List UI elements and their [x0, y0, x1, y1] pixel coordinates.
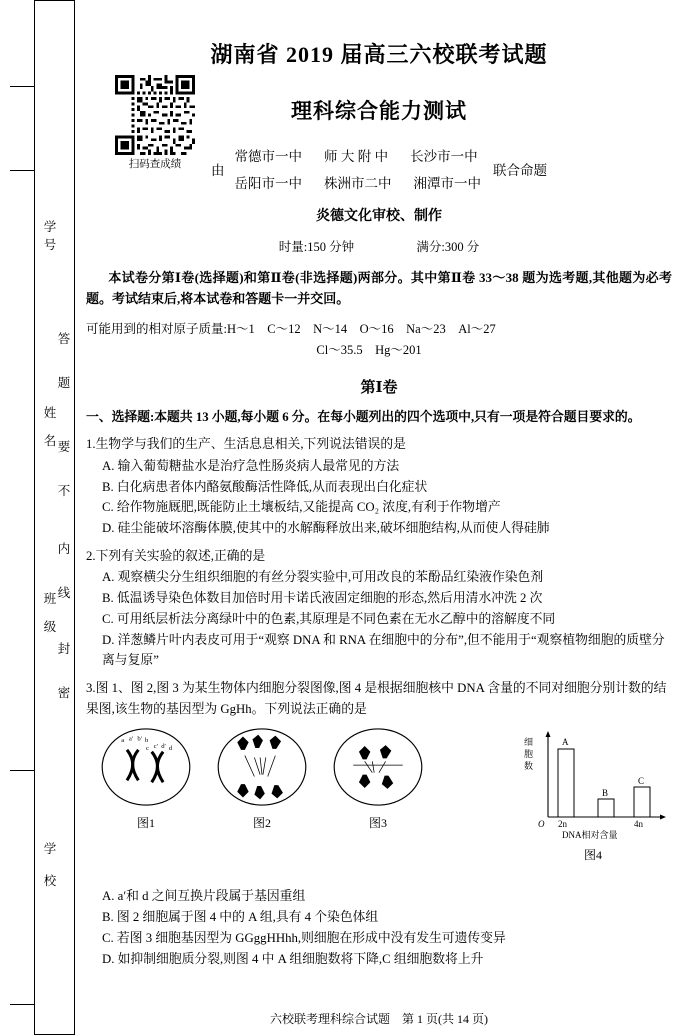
atomic-mass-line-2: Cl～35.5 Hg～201 [316, 343, 422, 358]
option-item: D. 硅尘能破坏溶酶体膜,使其中的水解酶释放出来,破坏细胞结构,从而使人得硅肺 [102, 520, 550, 535]
margin-char-xue: 学 [43, 220, 57, 234]
svg-text:C: C [638, 776, 645, 787]
margin-label-xuexiao [42, 840, 58, 890]
page-footer: 六校联考理科综合试题 第 1 页(共 14 页) [270, 1012, 488, 1026]
option-item: A. 观察横尖分生组织细胞的有丝分裂实验中,可用改良的苯酚品红染液作染色剂 [102, 570, 544, 585]
svg-text:c′: c′ [153, 743, 159, 751]
page-content [86, 0, 672, 1035]
page-title: 湖南省 2019 届高三六校联考试题 [210, 42, 548, 67]
margin-tick-3 [10, 770, 34, 771]
svg-text:a: a [121, 737, 125, 745]
exam-notice-text: 本试卷分第Ⅰ卷(选择题)和第Ⅱ卷(非选择题)两部分。其中第Ⅱ卷 33～38 题为选考题,其他题为必考题。考试结束后,将本试卷和答题卡一并交回。 [86, 270, 672, 307]
svg-text:数: 数 [524, 761, 534, 772]
atomic-mass-line-1: 可能用到的相对原子质量:H～1 C～12 N～14 O～16 Na～23 Al～27 [86, 322, 496, 337]
margin-char-ming: 名 [43, 434, 57, 449]
margin-rule-right [74, 0, 75, 1035]
school-suffix-label: 联合命题 [493, 162, 547, 178]
school-name: 株洲市二中 [324, 176, 392, 191]
svg-text:B: B [602, 788, 609, 799]
question-stem: 2.下列有关实验的叙述,正确的是 [86, 548, 266, 563]
atomic-mass-block [86, 319, 672, 362]
school-prefix-label: 由 [211, 162, 225, 178]
svg-text:d′: d′ [161, 743, 167, 751]
option-item: C. 可用纸层析法分离绿叶中的色素,其原理是不同色素在无水乙醇中的溶解度不同 [102, 611, 556, 626]
margin-char-xian: 线 [57, 586, 71, 601]
question-options [86, 567, 672, 671]
school-name: 师 大 附 中 [324, 149, 389, 164]
school-name: 长沙市一中 [410, 149, 478, 164]
qr-caption: 扫码查成绩 [128, 159, 182, 170]
question-options [86, 456, 672, 539]
school-row-1 [235, 145, 482, 165]
figure-4-graphic [518, 727, 668, 839]
figure-4 [518, 727, 668, 863]
option-item: C. 给作物施厩肥,既能防止土壤板结,又能提高 CO₂ 浓度,有利于作物增产 [102, 500, 501, 515]
figure-1 [92, 727, 200, 831]
option-item: B. 图 2 细胞属于图 4 中的 A 组,具有 4 个染色体组 [102, 910, 379, 925]
option-item: D. 如抑制细胞质分裂,则图 4 中 A 组细胞数将下降,C 组细胞数将上升 [102, 951, 484, 966]
option-item: B. 低温诱导染色体数目加倍时用卡诺氏液固定细胞的形态,然后用清水冲洗 2 次 [102, 591, 543, 606]
figure-4-caption: 图4 [583, 848, 602, 863]
figure-2-caption: 图2 [252, 816, 271, 831]
margin-label-mifeng [56, 640, 72, 702]
school-row-2 [235, 172, 482, 192]
margin-char-mi: 密 [57, 686, 71, 701]
margin-char-xing: 姓 [43, 406, 57, 420]
page-subtitle: 理科综合能力测试 [291, 99, 467, 123]
margin-rule-top [34, 0, 75, 1]
margin-char-xiao: 校 [43, 874, 57, 889]
qr-code-icon[interactable] [115, 75, 195, 155]
margin-tick-2 [10, 170, 34, 171]
school-name: 岳阳市一中 [234, 176, 302, 191]
option-item: A. a′和 d 之间互换片段属于基因重组 [102, 889, 306, 904]
figure-1-graphic [98, 727, 194, 807]
svg-text:a′: a′ [128, 735, 134, 743]
svg-text:O: O [538, 819, 545, 830]
margin-char-ban: 班 [43, 592, 57, 606]
svg-text:A: A [562, 737, 569, 748]
section-juan-1: 第Ⅰ卷 [360, 379, 398, 396]
figure-2 [208, 727, 316, 831]
time-label: 时量:150 分钟 [278, 240, 355, 254]
margin-char-nei: 内 [57, 542, 71, 556]
margin-char-da: 答 [57, 332, 71, 346]
figure-3-graphic [330, 727, 426, 807]
margin-tick-4 [10, 1004, 34, 1005]
margin-char-ti: 题 [57, 376, 71, 391]
svg-text:b′: b′ [137, 735, 143, 743]
qr-block [112, 75, 198, 171]
margin-label-neixian [56, 540, 72, 602]
school-name: 湘潭市一中 [413, 176, 481, 191]
question-stem: 1.生物学与我们的生产、生活息息相关,下列说法错误的是 [86, 437, 406, 452]
margin-char-ji: 级 [43, 620, 57, 635]
question-stem: 3.图 1、图 2,图 3 为某生物体内细胞分裂图像,图 4 是根据细胞核中 DNA 含量的不同对细胞分别计数的结果图,该生物的基因型为 GgHh。下列说法正确的是 [86, 680, 667, 716]
option-item: B. 白化病患者体内酪氨酸酶活性降低,从而表现出白化症状 [102, 479, 428, 494]
svg-text:细: 细 [524, 737, 534, 748]
margin-label-buyao [56, 438, 72, 500]
maker-line: 炎德文化审校、制作 [316, 209, 442, 224]
svg-text:胞: 胞 [524, 749, 534, 760]
figure-1-caption: 图1 [136, 816, 155, 831]
margin-label-dati [56, 330, 72, 392]
margin-char-bu: 不 [57, 484, 71, 499]
margin-label-xuehao [42, 218, 58, 254]
svg-text:b: b [145, 737, 149, 745]
margin-rule-left [34, 0, 35, 1035]
choice-section-head: 一、选择题:本题共 13 小题,每小题 6 分。在每小题列出的四个选项中,只有一项是符合题目要求的。 [86, 409, 641, 424]
time-score-line [86, 237, 672, 255]
exam-notice [86, 267, 672, 309]
margin-char-xue2: 学 [43, 842, 57, 856]
score-label: 满分:300 分 [416, 240, 480, 254]
svg-text:DNA相对含量: DNA相对含量 [562, 830, 618, 840]
svg-text:c: c [146, 745, 149, 753]
option-item: A. 输入葡萄糖盐水是治疗急性肠炎病人最常见的方法 [102, 458, 400, 473]
svg-text:4n: 4n [634, 819, 643, 830]
svg-text:2n: 2n [558, 819, 567, 830]
figure-2-graphic [214, 727, 310, 807]
option-item: D. 洋葱鳞片叶内表皮可用于“观察 DNA 和 RNA 在细胞中的分布”,但不能用于“观察植物细胞的质壁分离与复原” [102, 632, 665, 668]
margin-tick-1 [10, 86, 34, 87]
margin-char-yao: 要 [57, 440, 71, 454]
margin-char-hao: 号 [43, 238, 57, 253]
figure-3 [324, 727, 432, 831]
figure-row [86, 727, 672, 892]
school-name: 常德市一中 [234, 149, 302, 164]
figure-3-caption: 图3 [368, 816, 387, 831]
question-options [86, 886, 672, 969]
margin-char-feng: 封 [57, 642, 71, 656]
option-item: C. 若图 3 细胞基因型为 GGggHHhh,则细胞在形成中没有发生可遗传变异 [102, 930, 506, 945]
svg-text:d: d [168, 745, 173, 753]
